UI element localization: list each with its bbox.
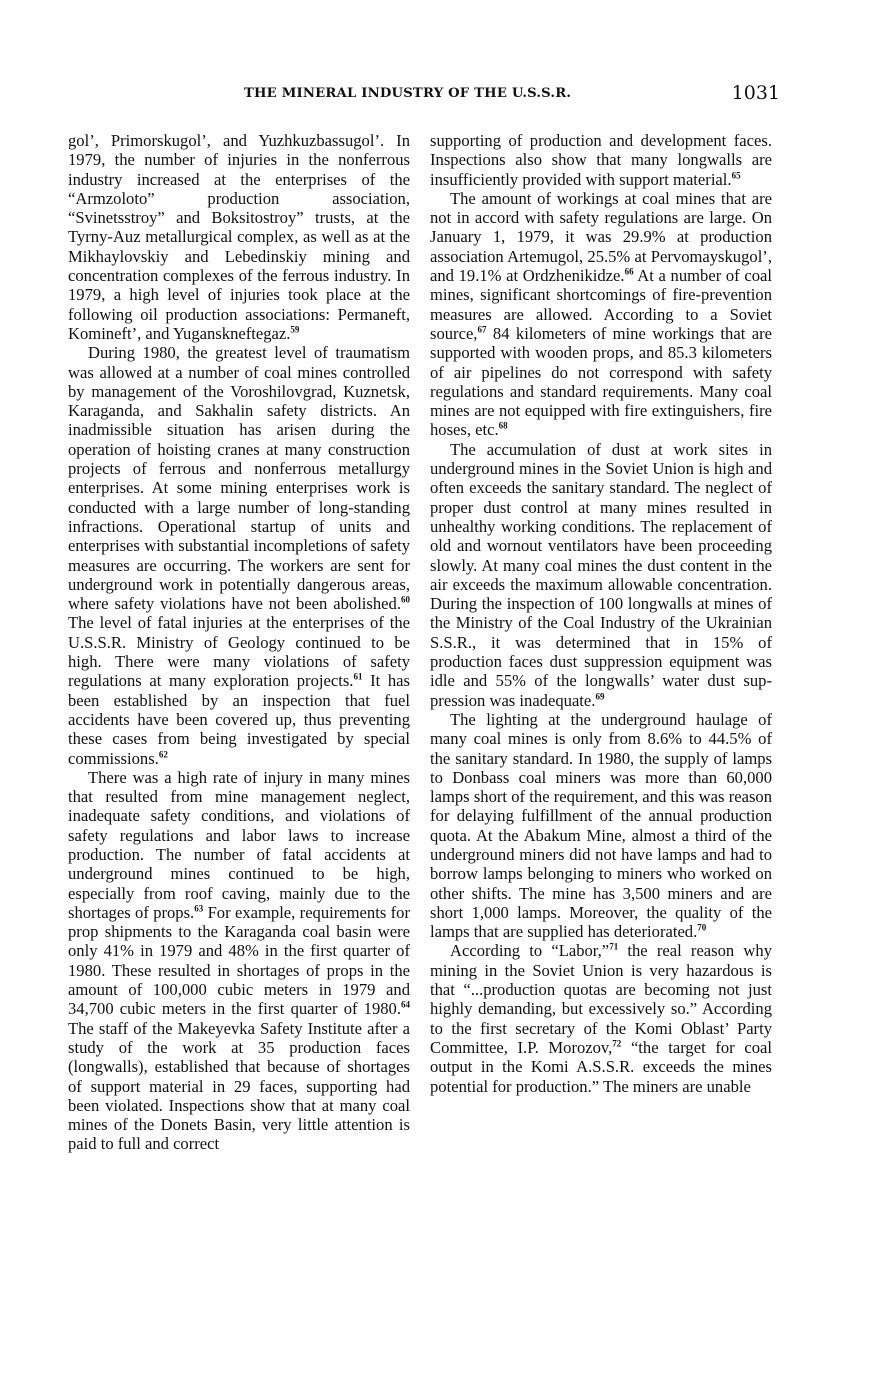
paragraph: The lighting at the underground haulage of many coal mines is only from 8.6% to 44.5% of the sanitary standard. In 1980, the supply of lamps to Donbass coal miners was more than 60,000 lamps short of the requirement, and this was reason for delaying fulfillment of the annual production quota. At the Abakum Mine, almost a third of the underground miners did not have lamps and had to borrow lamps belonging to miners who worked on other shifts. The mine has 3,500 miners and are short 1,000 lamps. Moreover, the quality of the lamps that are supplied has deteriorated.$^{70}$	[430, 709, 772, 942]
footnote-ref: 60	[401, 594, 410, 605]
footnote-ref: 62	[158, 748, 168, 759]
paragraph: The amount of workings at coal mines that are not in accord with safety regulations are large. On January 1, 1979, it was 29.9% at production association Artemugol, 25.5% at Pervomayskugol’, and 19.1% at Ordzhenikidze.$^{66}$ At a number of coal mines, significant shortcomings of fire-prevention measures are allowed. According to a Soviet source,$^{67}$ 84 kilometers of mine workings that are supported with wooden props, and 85.3 kilometers of air pipelines do not correspond with safety regulations and standard requirements. Many coal mines are not equipped with fire extinguishers, fire hoses, etc.$^{68}$	[430, 188, 772, 440]
footnote-ref: 68	[498, 420, 508, 431]
paragraph: supporting of production and development faces. Inspections also show that many longwalls are insufficiently provided with support material.$^{65}$	[430, 131, 772, 189]
footnote-ref: 63	[194, 903, 204, 914]
footnote-ref: 67	[477, 324, 487, 335]
paragraph: There was a high rate of injury in many mines that resulted from mine management neglect, inadequate safety conditions, and violations of safety regulations and labor laws to increase production. The number of fatal accidents at underground mines continued to be high, especially from roof caving, mainly due to the shortages of props.$^{63}$ For example, requirements for prop shipments to the Karaganda coal basin were only 41% in 1979 and 48% in the first quarter of 1980. These resulted in shortages of props in the amount of 100,000 cubic meters in 1979 and 34,700 cubic meters in the first quarter of 1980.64 The staff of the Makeyevka Safety Institute after a study of the work at 35 production faces (longwalls), established that because of shortages of support material in 29 faces, supporting had been violated. Inspections show that at many coal mines of the Donets Basin, very little attention is paid to full and correct	[68, 767, 410, 1154]
paragraph: According to “Labor,”$^{71}$ the real reason why mining in the Soviet Union is very hazardous is that “...production quotas are becoming not just highly demanding, but excessively so.” According to the first secretary of the Komi Oblast’ Party Committee, I.P. Morozov,$^{72}$ “the target for coal output in the Komi A.S.S.R. exceeds the mines potential for production.” The miners are unable	[430, 941, 773, 1096]
footnote-ref: 71	[609, 941, 619, 952]
footnote-ref: 61	[353, 671, 363, 682]
footnote-ref: 65	[731, 170, 741, 181]
running-title: THE MINERAL INDUSTRY OF THE U.S.S.R.	[244, 86, 572, 101]
footnote-ref: 64	[401, 999, 410, 1010]
page-number: 1031	[731, 82, 780, 104]
footnote-ref: 66	[624, 266, 634, 277]
footnote-ref: 69	[595, 691, 605, 702]
paragraph: gol’, Primorskugol’, and Yuzhkuzbassugol’. In 1979, the number of injuries in the nonferrous industry increased at the enterprises of the “Armzoloto” production association, “Svinetsstroy” and Boksitostroy” trusts, at the Tyrny-Auz metallurgical complex, as well as at the Mikhaylovskiy and Lebedinskiy mining and concentration complexes of the ferrous industry. In 1979, a high level of injuries took place at the following oil production associations: Permaneft, Komineft’, and Yuganskneftegaz.$^{59}$	[68, 131, 410, 343]
running-header	[68, 82, 780, 110]
footnote-ref: 70	[697, 922, 707, 933]
left-column	[68, 131, 410, 1154]
paragraph: The accumulation of dust at work sites in underground mines in the Soviet Union is high and often exceeds the sanitary standard. The neglect of proper dust control at many mines resulted in unhealthy working conditions. The replacement of old and wornout ventilators have been proceeding slowly. At many coal mines the dust content in the air exceeds the maximum allowable concentration. During the inspection of 100 longwalls at mines of the Ministry of the Coal Industry of the Ukrainian S.S.R., it was determined that in 15% of production faces dust suppression equipment was idle and 55% of the longwalls’ water dust suppression was inadequate.$^{69}$	[430, 439, 772, 710]
paragraph: During 1980, the greatest level of traumatism was allowed at a number of coal mines controlled by management of the Voroshilovgrad, Kuznetsk, Karaganda, and Sakhalin safety districts. An inadmissible situation has arisen during the operation of hoisting cranes at many construction projects of ferrous and nonferrous metallurgy enterprises. At some mining enterprises work is conducted with a large number of long-standing infractions. Operational startup of units and enterprises with substantial incompletions of safety measures are occurring. The workers are sent for underground work in potentially dangerous areas, where safety violations have not been abolished.$^{60}$ The level of fatal injuries at the enterprises of the U.S.S.R. Ministry of Geology continued to be high. There were many violations of safety regulations at many exploration projects.$^{61}$ It has been established by an inspection that fuel accidents have been covered up, thus preventing these cases from being investigated by special commissions.$^{62}$	[68, 343, 410, 768]
footnote-ref: 72	[612, 1038, 622, 1049]
footnote-ref: 59	[290, 324, 300, 335]
right-column	[430, 131, 772, 1096]
